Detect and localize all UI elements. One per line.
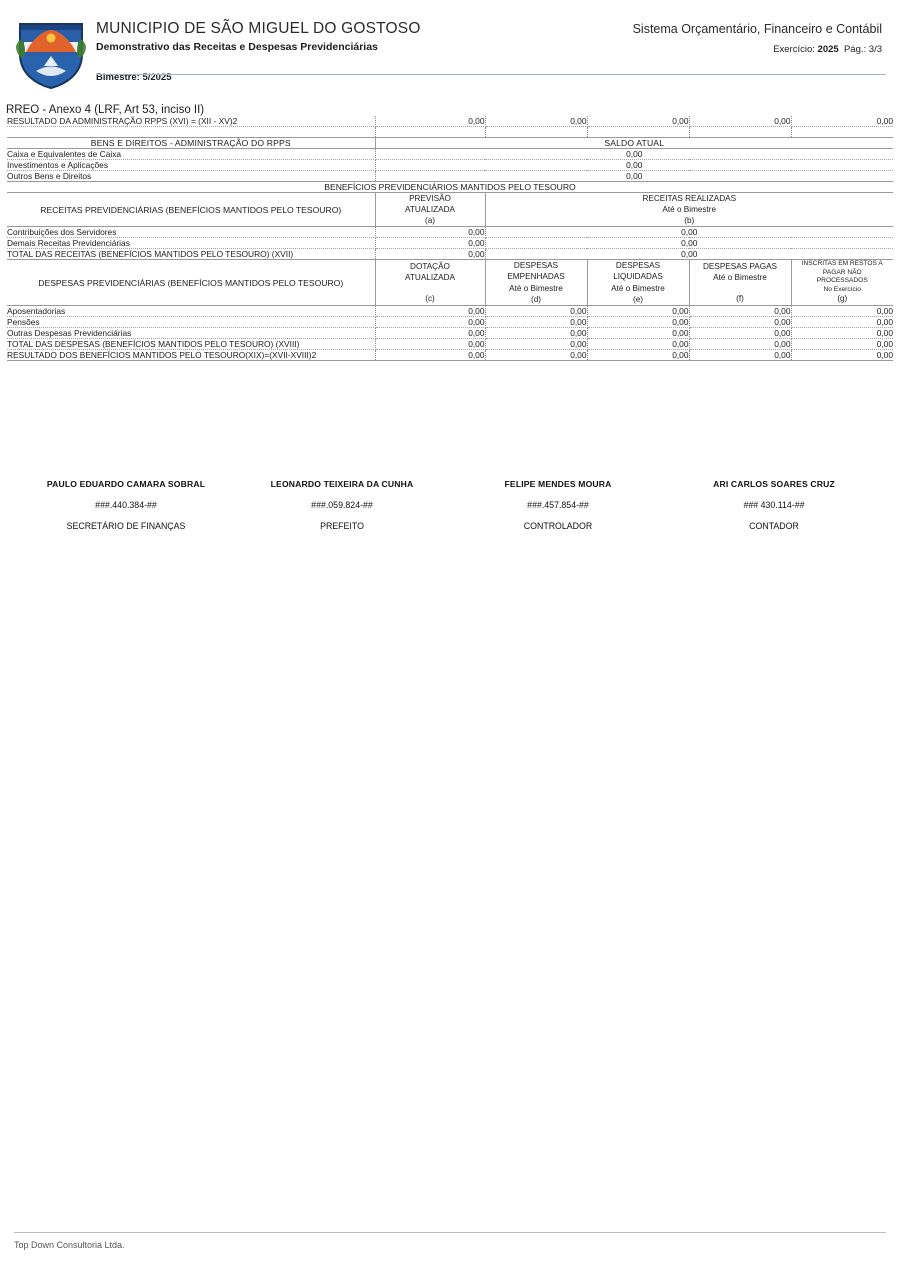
col-line3: Até o Bimestre <box>611 283 665 293</box>
row-value: 0,00 <box>375 305 485 316</box>
row-value: 0,00 <box>587 305 689 316</box>
page-title: RREO - Anexo 4 (LRF, Art 53, inciso II) <box>6 104 205 116</box>
row-value: 0,00 <box>375 338 485 349</box>
table-row <box>7 305 893 316</box>
col-ref: (d) <box>530 294 541 304</box>
signature-role: CONTADOR <box>749 520 799 531</box>
signature-role: CONTROLADOR <box>523 520 593 531</box>
signature-document: ### 430.114-## <box>743 499 805 510</box>
page-number: Pág.: 3/3 <box>843 44 882 55</box>
signature-block <box>0 479 900 531</box>
row-value: 0,00 <box>375 327 485 338</box>
footer-text: Top Down Consultoria Ltda. <box>14 1240 125 1250</box>
signature <box>666 479 882 531</box>
row-label: Contribuições dos Servidores <box>7 227 375 238</box>
receitas-header-row <box>7 193 893 227</box>
header-center <box>88 12 633 83</box>
signature-name: PAULO EDUARDO CAMARA SOBRAL <box>46 478 206 489</box>
row-value: 0,00 <box>485 238 893 249</box>
table-row <box>7 249 893 260</box>
signature-role: SECRETÁRIO DE FINANÇAS <box>66 520 186 531</box>
row-label: TOTAL DAS DESPESAS (BENEFÍCIOS MANTIDOS PELO TESOURO) (XVIII) <box>7 338 375 349</box>
row-value: 0,00 <box>689 349 791 360</box>
row-value: 0,00 <box>375 316 485 327</box>
row-value: 0,00 <box>689 338 791 349</box>
signature-role: PREFEITO <box>320 520 364 531</box>
signature <box>18 479 234 531</box>
col-line1: DESPESAS <box>513 261 559 271</box>
header-divider <box>97 74 886 75</box>
exercise-label: Exercício: <box>773 44 815 55</box>
col-line2: ATUALIZADA <box>405 272 455 282</box>
realizadas-line2: Até o Bimestre <box>662 205 717 215</box>
signature-name: ARI CARLOS SOARES CRUZ <box>713 478 835 489</box>
despesas-col-liquidadas <box>587 260 689 306</box>
row-value: 0,00 <box>375 227 485 238</box>
despesas-col-restos <box>791 260 893 306</box>
signature-name: FELIPE MENDES MOURA <box>504 478 612 489</box>
exercise-info <box>633 44 882 55</box>
table-row <box>7 349 893 360</box>
signature-document: ###.440.384-## <box>95 499 157 510</box>
row-value: 0,00 <box>587 116 689 127</box>
previsao-ref: (a) <box>424 216 435 226</box>
row-value: 0,00 <box>375 349 485 360</box>
coat-of-arms-icon <box>14 16 88 90</box>
despesas-header-row <box>7 260 893 306</box>
row-value: 0,00 <box>791 338 893 349</box>
row-value: 0,00 <box>791 305 893 316</box>
page-header <box>0 0 900 90</box>
signature <box>234 479 450 531</box>
receitas-col-label: RECEITAS PREVIDENCIÁRIAS (BENEFÍCIOS MANTIDOS PELO TESOURO) <box>7 193 375 227</box>
row-label: RESULTADO DOS BENEFÍCIOS MANTIDOS PELO TESOURO(XIX)=(XVII-XVIII)2 <box>7 349 375 360</box>
col-line1: INSCRITAS EM RESTOS A <box>801 260 883 268</box>
row-value: 0,00 <box>485 338 587 349</box>
row-value: 0,00 <box>791 316 893 327</box>
col-ref: (e) <box>632 294 643 304</box>
row-value: 0,00 <box>689 316 791 327</box>
row-value: 0,00 <box>587 349 689 360</box>
table-row <box>7 238 893 249</box>
realizadas-ref: (b) <box>684 216 695 226</box>
col-ref: (g) <box>837 294 848 304</box>
row-label: Aposentadorias <box>7 305 375 316</box>
col-ref: (f) <box>736 294 744 304</box>
row-value: 0,00 <box>375 249 485 260</box>
table-row <box>7 227 893 238</box>
table-row <box>7 116 893 127</box>
row-value: 0,00 <box>375 171 893 182</box>
row-value: 0,00 <box>485 227 893 238</box>
bens-direitos-title: BENS E DIREITOS - ADMINISTRAÇÃO DO RPPS <box>7 138 375 149</box>
row-label: Demais Receitas Previdenciárias <box>7 238 375 249</box>
signature-document: ###.059.824-## <box>311 499 373 510</box>
previsao-line1: PREVISÃO <box>409 194 451 203</box>
col-line2: Até o Bimestre <box>713 272 767 282</box>
row-value: 0,00 <box>375 160 893 171</box>
row-value: 0,00 <box>485 305 587 316</box>
exercise-value: 2025 <box>817 44 839 55</box>
signature-name: LEONARDO TEIXEIRA DA CUNHA <box>270 478 414 489</box>
row-value: 0,00 <box>587 316 689 327</box>
system-name: Sistema Orçamentário, Financeiro e Contábil <box>632 22 882 36</box>
col-line3: Até o Bimestre <box>509 283 563 293</box>
row-value: 0,00 <box>375 238 485 249</box>
municipality-name: MUNICIPIO DE SÃO MIGUEL DO GOSTOSO <box>96 20 421 37</box>
despesas-col-label: DESPESAS PREVIDENCIÁRIAS (BENEFÍCIOS MANTIDOS PELO TESOURO) <box>7 260 375 306</box>
report-table <box>7 116 893 361</box>
col-line1: DESPESAS PAGAS <box>702 261 778 271</box>
bimestre-label: Bimestre: 5/2025 <box>96 72 172 83</box>
col-line3: PROCESSADOS <box>816 277 868 285</box>
row-value: 0,00 <box>587 338 689 349</box>
table-row <box>7 160 893 171</box>
beneficios-banner: BENEFÍCIOS PREVIDENCIÁRIOS MANTIDOS PELO TESOURO <box>7 182 893 193</box>
col-line2: PAGAR NÃO <box>822 268 862 276</box>
row-value: 0,00 <box>485 249 893 260</box>
spacer-row <box>7 127 893 138</box>
row-label: Investimentos e Aplicações <box>7 160 375 171</box>
signature <box>450 479 666 531</box>
receitas-col-previsao <box>375 193 485 227</box>
col-line1: DESPESAS <box>615 261 661 271</box>
row-label: TOTAL DAS RECEITAS (BENEFÍCIOS MANTIDOS PELO TESOURO) (XVII) <box>7 249 375 260</box>
table-row <box>7 316 893 327</box>
page-footer <box>14 1232 886 1250</box>
table-row <box>7 338 893 349</box>
row-value: 0,00 <box>485 327 587 338</box>
col-line2: LIQUIDADAS <box>613 272 663 282</box>
col-line4: No Exercício <box>823 285 861 293</box>
row-label: Pensões <box>7 316 375 327</box>
row-value: 0,00 <box>791 327 893 338</box>
saldo-atual-title: SALDO ATUAL <box>375 138 893 149</box>
row-value: 0,00 <box>689 305 791 316</box>
table-row <box>7 327 893 338</box>
row-value: 0,00 <box>485 316 587 327</box>
col-ref: (c) <box>425 294 435 304</box>
realizadas-line1: RECEITAS REALIZADAS <box>642 194 737 203</box>
table-row <box>7 149 893 160</box>
despesas-col-pagas <box>689 260 791 306</box>
row-value: 0,00 <box>485 116 587 127</box>
row-label: Caixa e Equivalentes de Caixa <box>7 149 375 160</box>
col-line2: EMPENHADAS <box>507 272 565 282</box>
report-subtitle: Demonstrativo das Receitas e Despesas Previdenciárias <box>96 41 378 53</box>
row-value: 0,00 <box>587 327 689 338</box>
col-line1: DOTAÇÃO <box>410 261 450 271</box>
row-value: 0,00 <box>791 116 893 127</box>
despesas-col-dotacao <box>375 260 485 306</box>
table-row <box>7 171 893 182</box>
row-value: 0,00 <box>689 116 791 127</box>
bens-direitos-header <box>7 138 893 149</box>
row-value: 0,00 <box>375 116 485 127</box>
row-label: RESULTADO DA ADMINISTRAÇÃO RPPS (XVI) = (XII - XV)2 <box>7 116 375 127</box>
despesas-col-empenhadas <box>485 260 587 306</box>
row-label: Outras Despesas Previdenciárias <box>7 327 375 338</box>
signature-document: ###.457.854-## <box>527 499 589 510</box>
receitas-col-realizadas <box>485 193 893 227</box>
row-label: Outros Bens e Direitos <box>7 171 375 182</box>
row-value: 0,00 <box>791 349 893 360</box>
row-value: 0,00 <box>485 349 587 360</box>
row-value: 0,00 <box>689 327 791 338</box>
header-right <box>633 12 884 55</box>
previsao-line2: ATUALIZADA <box>405 205 455 215</box>
row-value: 0,00 <box>375 149 893 160</box>
beneficios-banner-row <box>7 182 893 193</box>
